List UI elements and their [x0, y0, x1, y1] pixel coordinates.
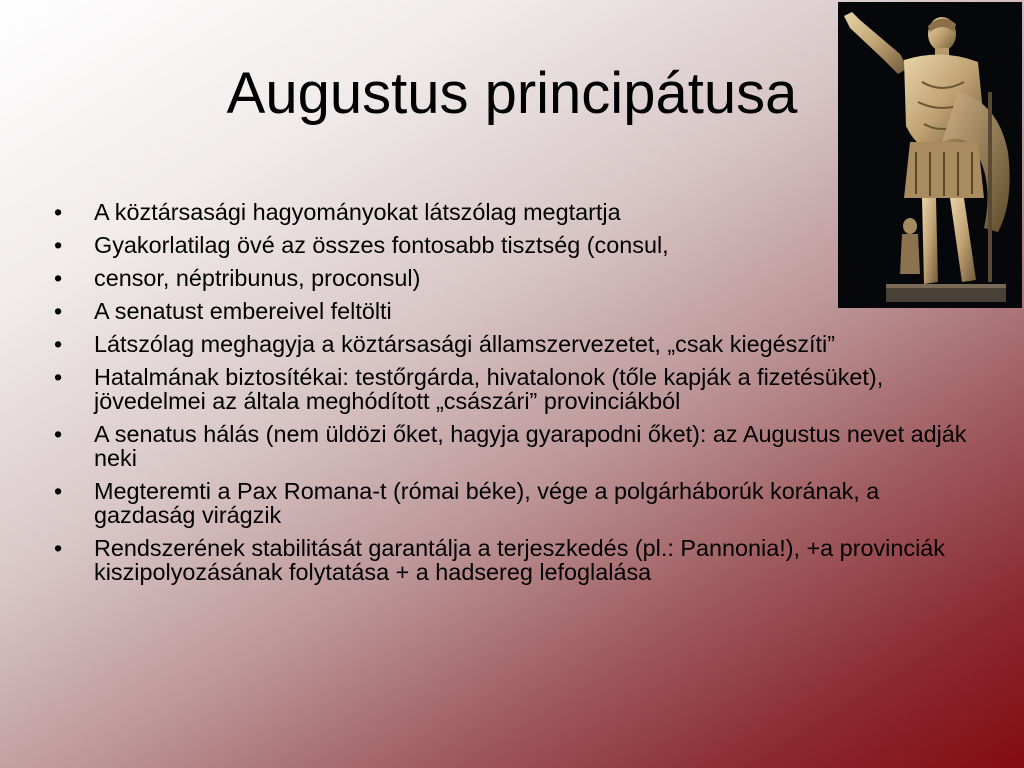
bullet-text: Megteremti a Pax Romana-t (római béke), vége a polgárháborúk korának, a gazdaság virágzik: [94, 478, 880, 528]
bullet-item: [54, 266, 974, 290]
bullet-text: Látszólag meghagyja a köztársasági államszervezetet, „csak kiegészíti”: [94, 331, 836, 357]
bullet-text: Rendszerének stabilitását garantálja a terjeszkedés (pl.: Pannonia!), +a provinciák kiszipolyozásának folytatása + a hadsereg lefoglalása: [94, 535, 945, 585]
bullet-dot: •: [54, 478, 63, 504]
bullet-dot: •: [54, 364, 63, 390]
bullet-dot: •: [54, 535, 63, 561]
bullet-dot: •: [54, 298, 63, 324]
bullet-item: [54, 332, 974, 356]
bullet-item: [54, 299, 974, 323]
bullet-text: censor, néptribunus, proconsul): [94, 265, 421, 291]
bullet-text: A köztársasági hagyományokat látszólag megtartja: [94, 199, 621, 225]
bullet-item: [54, 365, 974, 413]
bullet-text: Hatalmának biztosítékai: testőrgárda, hivatalonok (tőle kapják a fizetésüket), jövedelmei az általa meghódított „császári” provinciákból: [94, 364, 884, 414]
bullet-text: A senatust embereivel feltölti: [94, 298, 392, 324]
bullet-text: Gyakorlatilag övé az összes fontosabb tisztség (consul,: [94, 232, 669, 258]
bullet-item: [54, 479, 974, 527]
slide-title: Augustus principátusa: [226, 61, 798, 126]
bullet-item: [54, 422, 974, 470]
bullet-item: [54, 536, 974, 584]
bullet-dot: •: [54, 199, 63, 225]
bullet-dot: •: [54, 421, 63, 447]
bullet-text: A senatus hálás (nem üldözi őket, hagyja gyarapodni őket): az Augustus nevet adják neki: [94, 421, 967, 471]
bullet-dot: •: [54, 232, 63, 258]
bullet-dot: •: [54, 265, 63, 291]
bullet-item: [54, 233, 974, 257]
bullet-list: [54, 200, 974, 593]
bullet-item: [54, 200, 974, 224]
bullet-dot: •: [54, 331, 63, 357]
